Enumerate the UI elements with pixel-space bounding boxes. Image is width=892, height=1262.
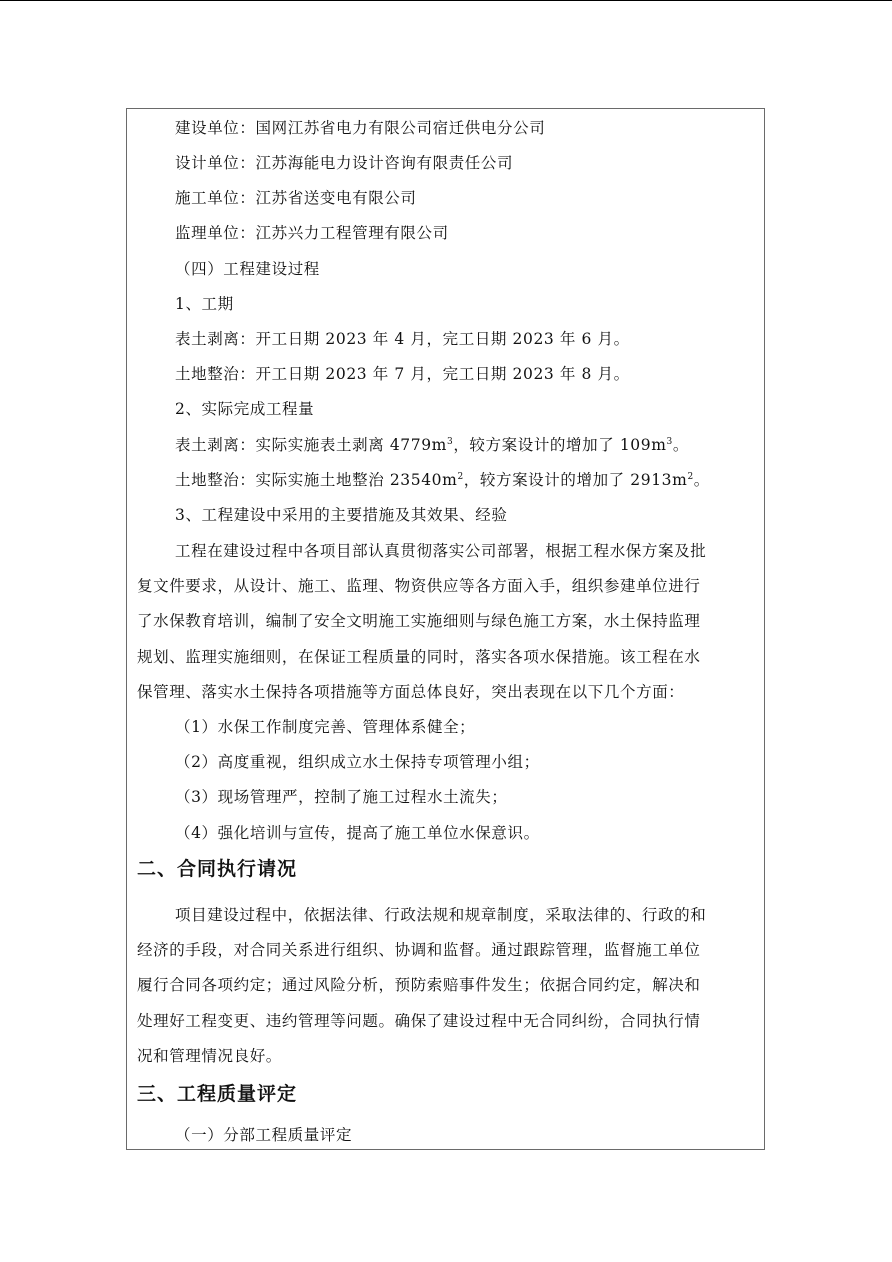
schedule-subheading: 1、工期 [175,295,234,313]
measures-subheading: 3、工程建设中采用的主要措施及其效果、经验 [175,506,508,524]
contract-paragraph-line-1: 项目建设过程中，依据法律、行政法规和规章制度，采取法律的、行政的和 [175,906,707,924]
measures-paragraph-line-5: 保管理、落实水土保持各项措施等方面总体良好，突出表现在以下几个方面： [137,683,685,701]
topsoil-quantity-text-c: 。 [672,436,689,454]
superscript-3: 3 [446,437,454,447]
land-quantity-text-a: 土地整治：实际实施土地整治 23540m [175,471,458,489]
section-two-heading: 二、合同执行请况 [137,858,298,880]
superscript-3: 3 [666,437,673,447]
list-item: （4）强化培训与宣传，提高了施工单位水保意识。 [175,824,540,842]
measures-paragraph-line-1: 工程在建设过程中各项目部认真贯彻落实公司部署，根据工程水保方案及批 [175,542,707,560]
measures-paragraph-line-2: 复文件要求，从设计、施工、监理、物资供应等各方面入手，组织参建单位进行 [137,577,701,595]
top-rule [0,0,892,1]
measures-paragraph-line-4: 规划、监理实施细则，在保证工程质量的同时，落实各项水保措施。该工程在水 [137,648,701,666]
land-remediation-schedule-line: 土地整治：开工日期 2023 年 7 月，完工日期 2023 年 8 月。 [175,365,630,383]
measures-paragraph-line-3: 了水保教育培训，编制了安全文明施工实施细则与绿色施工方案，水土保持监理 [137,612,701,630]
topsoil-quantity-text-b: ，较方案设计的增加了 109m [453,436,667,454]
quality-subheading: （一）分部工程质量评定 [175,1126,353,1144]
contract-paragraph-line-3: 履行合同各项约定；通过风险分析，预防索赔事件发生；依据合同约定，解决和 [137,976,701,994]
land-quantity-text-c: 。 [693,471,710,489]
topsoil-quantity-line [175,433,689,457]
superscript-2: 2 [687,472,694,482]
land-quantity-line [175,468,710,492]
contract-paragraph-line-4: 处理好工程变更、违约管理等问题。确保了建设过程中无合同纠纷，合同执行情 [137,1012,701,1030]
contract-paragraph-line-2: 经济的手段，对合同关系进行组织、协调和监督。通过跟踪管理，监督施工单位 [137,941,701,959]
superscript-2: 2 [457,472,464,482]
contract-paragraph-line-5: 况和管理情况良好。 [137,1047,282,1065]
quantity-subheading: 2、实际完成工程量 [175,400,315,418]
document-frame [126,108,765,1150]
construction-unit-line: 建设单位：国网江苏省电力有限公司宿迁供电分公司 [175,119,546,137]
section-four-heading: （四）工程建设过程 [175,260,320,278]
topsoil-schedule-line: 表土剥离：开工日期 2023 年 4 月，完工日期 2023 年 6 月。 [175,330,630,348]
list-item: （2）高度重视，组织成立水土保持专项管理小组； [175,753,540,771]
topsoil-quantity-text-a: 表土剥离：实际实施表土剥离 4779m [175,436,447,454]
list-item: （1）水保工作制度完善、管理体系健全； [175,718,476,736]
section-three-heading: 三、工程质量评定 [137,1083,298,1105]
design-unit-line: 设计单位：江苏海能电力设计咨询有限责任公司 [175,154,514,172]
supervision-unit-line: 监理单位：江苏兴力工程管理有限公司 [175,224,449,242]
contractor-unit-line: 施工单位：江苏省送变电有限公司 [175,189,417,207]
land-quantity-text-b: ，较方案设计的增加了 2913m [463,471,688,489]
list-item: （3）现场管理严，控制了施工过程水土流失； [175,788,508,806]
